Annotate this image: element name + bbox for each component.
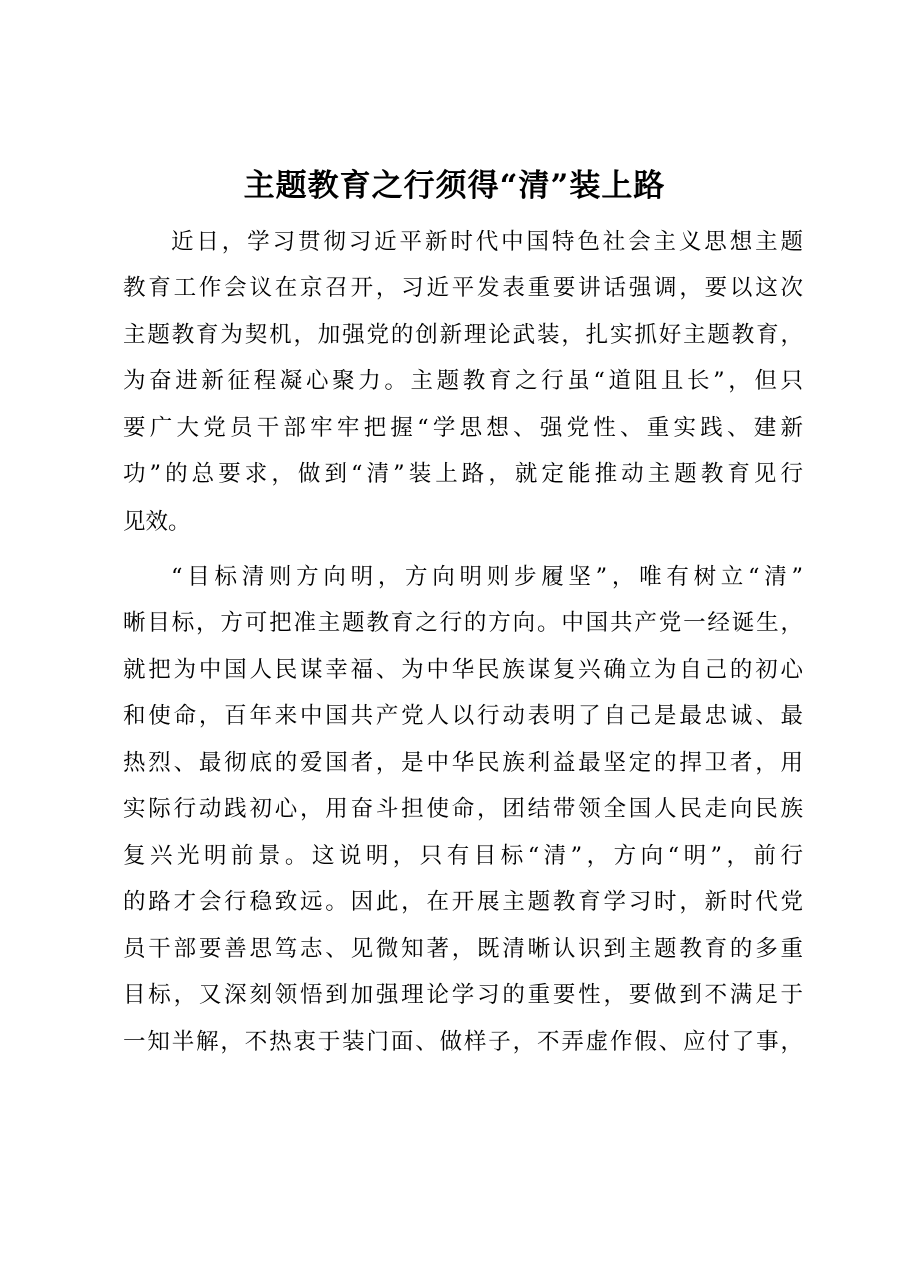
paragraph-2-line: “目标清则方向明，方向明则步履坚”，唯有树立“清”	[171, 564, 803, 590]
paragraph-2-line: 晰目标，方可把准主题教育之行的方向。中国共产党一经诞生，	[123, 610, 803, 636]
paragraph-2-line: 和使命，百年来中国共产党人以行动表明了自己是最忠诚、最	[123, 703, 803, 729]
paragraph-1-line: 主题教育为契机，加强党的创新理论武装，扎实抓好主题教育，	[123, 322, 803, 348]
paragraph-1-line: 要广大党员干部牢牢把握“学思想、强党性、重实践、建新	[123, 415, 803, 441]
paragraph-2-line: 复兴光明前景。这说明，只有目标“清”，方向“明”，前行	[123, 843, 803, 869]
paragraph-1-line: 为奋进新征程凝心聚力。主题教育之行虽“道阻且长”，但只	[123, 368, 803, 394]
paragraph-2-line: 一知半解，不热衷于装门面、做样子，不弄虚作假、应付了事，	[123, 1029, 803, 1055]
paragraph-2-line: 热烈、最彻底的爱国者，是中华民族利益最坚定的捍卫者，用	[123, 750, 803, 776]
paragraph-2-line: 的路才会行稳致远。因此，在开展主题教育学习时，新时代党	[123, 889, 803, 915]
paragraph-1-line: 见效。	[123, 509, 191, 535]
paragraph-2-line: 员干部要善思笃志、见微知著，既清晰认识到主题教育的多重	[123, 936, 803, 962]
paragraph-2-line: 目标，又深刻领悟到加强理论学习的重要性，要做到不满足于	[123, 982, 803, 1008]
paragraph-2-line: 实际行动践初心，用奋斗担使命，团结带领全国人民走向民族	[123, 796, 803, 822]
paragraph-1-line: 教育工作会议在京召开，习近平发表重要讲话强调，要以这次	[123, 275, 803, 301]
paragraph-1-line: 功”的总要求，做到“清”装上路，就定能推动主题教育见行	[123, 461, 803, 487]
paragraph-2-line: 就把为中国人民谋幸福、为中华民族谋复兴确立为自己的初心	[123, 657, 803, 683]
document-title: 主题教育之行须得“清”装上路	[243, 168, 666, 204]
paragraph-1-line: 近日，学习贯彻习近平新时代中国特色社会主义思想主题	[171, 229, 803, 255]
